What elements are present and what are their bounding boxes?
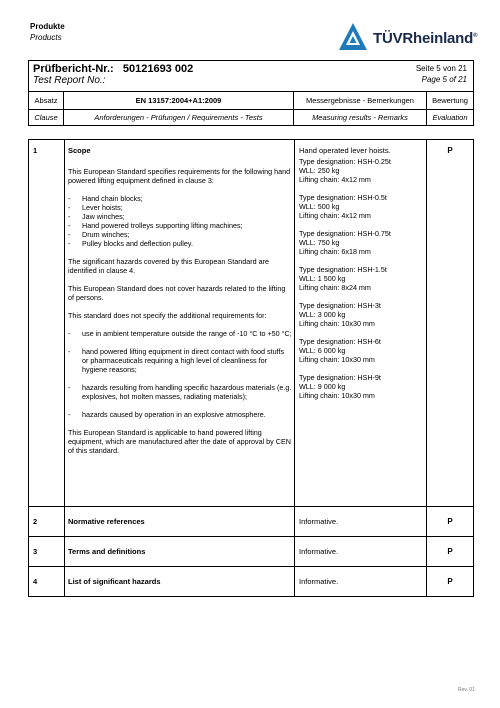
evaluation-mark: P	[447, 146, 453, 155]
type-wll: WLL: 6 000 kg	[299, 346, 346, 355]
scope-paragraph: The significant hazards covered by this European Standard are identified in clause 4.	[68, 257, 269, 275]
products-label-de: Produkte	[30, 22, 65, 31]
col-clause-en: Clause	[29, 109, 64, 126]
report-number-row	[29, 61, 473, 92]
list-item: - hand powered lifting equipment in direct contact with food stuffs or pharmaceuticals requiring a high level of cleanliness for hygiene reasons;	[68, 347, 292, 374]
page-header	[30, 22, 478, 56]
clause-remark: Informative.	[299, 517, 339, 526]
clause-title: Terms and definitions	[68, 547, 146, 556]
type-designation: Type designation: HSH-9t	[299, 373, 381, 382]
clause-title: Scope	[68, 146, 91, 155]
evaluation-mark: P	[447, 577, 453, 586]
type-chain: Lifting chain: 8x24 mm	[299, 283, 371, 292]
list-item: - hazards resulting from handling specific hazardous materials (e.g. explosives, hot molten masses, radiating materials);	[68, 383, 292, 401]
scope-text	[68, 167, 292, 464]
tuv-rheinland-logo	[338, 22, 478, 52]
type-wll: WLL: 250 kg	[299, 166, 340, 175]
list-item: - hazards caused by operation in an explosive atmosphere.	[68, 410, 292, 419]
list-item: - Jaw winches;	[68, 212, 292, 221]
table-row	[29, 566, 473, 596]
clause-number: 2	[33, 517, 38, 526]
products-label-en: Products	[30, 33, 62, 42]
list-item: - use in ambient temperature outside the range of -10 °C to +50 °C;	[68, 329, 292, 338]
clause-title: Normative references	[68, 517, 145, 526]
type-wll: WLL: 1 500 kg	[299, 274, 346, 283]
revision-label: Rev. 01	[458, 687, 475, 693]
clause-title: List of significant hazards	[68, 577, 161, 586]
clause-remark: Informative.	[299, 577, 339, 586]
col-results-de: Messergebnisse - Bemerkungen	[294, 92, 427, 109]
list-item: - Lever hoists;	[68, 203, 292, 212]
table-row	[29, 506, 473, 536]
col-evaluation-de: Bewertung	[432, 96, 468, 105]
type-designation: Type designation: HSH-0.75t	[299, 229, 391, 238]
evaluation-mark: P	[447, 517, 453, 526]
list-item: - Hand powered trolleys supporting lifting machines;	[68, 221, 292, 230]
type-group	[299, 265, 427, 292]
list-item: - Drum winches;	[68, 230, 292, 239]
col-standard: EN 13157:2004+A1:2009	[64, 92, 294, 109]
report-number: Prüfbericht-Nr.: 50121693 002	[33, 63, 194, 75]
col-requirements-en: Anforderungen - Prüfungen / Requirements - Tests	[64, 109, 294, 126]
column-header-row-en	[29, 109, 473, 126]
type-designation: Type designation: HSH-1.5t	[299, 265, 387, 274]
clause-number: 1	[33, 146, 38, 155]
col-results-en: Measuring results - Remarks	[294, 109, 427, 126]
type-chain: Lifting chain: 10x30 mm	[299, 319, 375, 328]
column-header-row-de	[29, 92, 473, 110]
page-number-en: Page 5 of 21	[421, 75, 467, 84]
scope-paragraph: This European Standard does not cover hazards related to the lifting of persons.	[68, 284, 286, 302]
scope-paragraph: This European Standard specifies requirements for the following hand powered lifting equipment defined in clause 3:	[68, 167, 291, 185]
list-item: - Pulley blocks and deflection pulley.	[68, 239, 292, 248]
type-chain: Lifting chain: 4x12 mm	[299, 175, 371, 184]
page-number-de: Seite 5 von 21	[415, 64, 467, 73]
clause-remark: Informative.	[299, 547, 339, 556]
type-group	[299, 157, 427, 184]
clause-number: 3	[33, 547, 38, 556]
type-chain: Lifting chain: 10x30 mm	[299, 391, 375, 400]
equipment-list	[68, 194, 292, 248]
type-group	[299, 301, 427, 328]
type-designation: Type designation: HSH-3t	[299, 301, 381, 310]
type-wll: WLL: 750 kg	[299, 238, 340, 247]
report-label-en: Test Report No.:	[33, 75, 106, 86]
scope-paragraph: This European Standard is applicable to hand powered lifting equipment, which are manufactured after the date of approval by CEN of this standard.	[68, 428, 291, 455]
col-clause-de: Absatz	[29, 92, 64, 109]
clause-remark: Hand operated lever hoists.	[299, 146, 391, 155]
list-item: - Hand chain blocks;	[68, 194, 292, 203]
type-group	[299, 337, 427, 364]
type-designations	[299, 157, 427, 409]
type-wll: WLL: 500 kg	[299, 202, 340, 211]
type-designation: Type designation: HSH-0.5t	[299, 193, 387, 202]
table-row	[29, 536, 473, 566]
type-group	[299, 193, 427, 220]
evaluation-mark: P	[447, 547, 453, 556]
type-wll: WLL: 3 000 kg	[299, 310, 346, 319]
col-evaluation-en: Evaluation	[432, 113, 468, 122]
type-designation: Type designation: HSH-6t	[299, 337, 381, 346]
table-row	[29, 140, 473, 506]
scope-paragraph: This standard does not specify the additional requirements for:	[68, 311, 267, 320]
type-group	[299, 229, 427, 256]
type-chain: Lifting chain: 6x18 mm	[299, 247, 371, 256]
additional-requirements-list	[68, 329, 292, 419]
type-designation: Type designation: HSH-0.25t	[299, 157, 391, 166]
type-chain: Lifting chain: 4x12 mm	[299, 211, 371, 220]
type-chain: Lifting chain: 10x30 mm	[299, 355, 375, 364]
type-group	[299, 373, 427, 400]
report-header-table	[28, 60, 474, 126]
type-wll: WLL: 9 000 kg	[299, 382, 346, 391]
clause-number: 4	[33, 577, 38, 586]
requirements-table	[28, 139, 474, 597]
logo-text: TÜVRheinland®	[373, 30, 478, 47]
tuv-triangle-icon	[338, 22, 368, 52]
